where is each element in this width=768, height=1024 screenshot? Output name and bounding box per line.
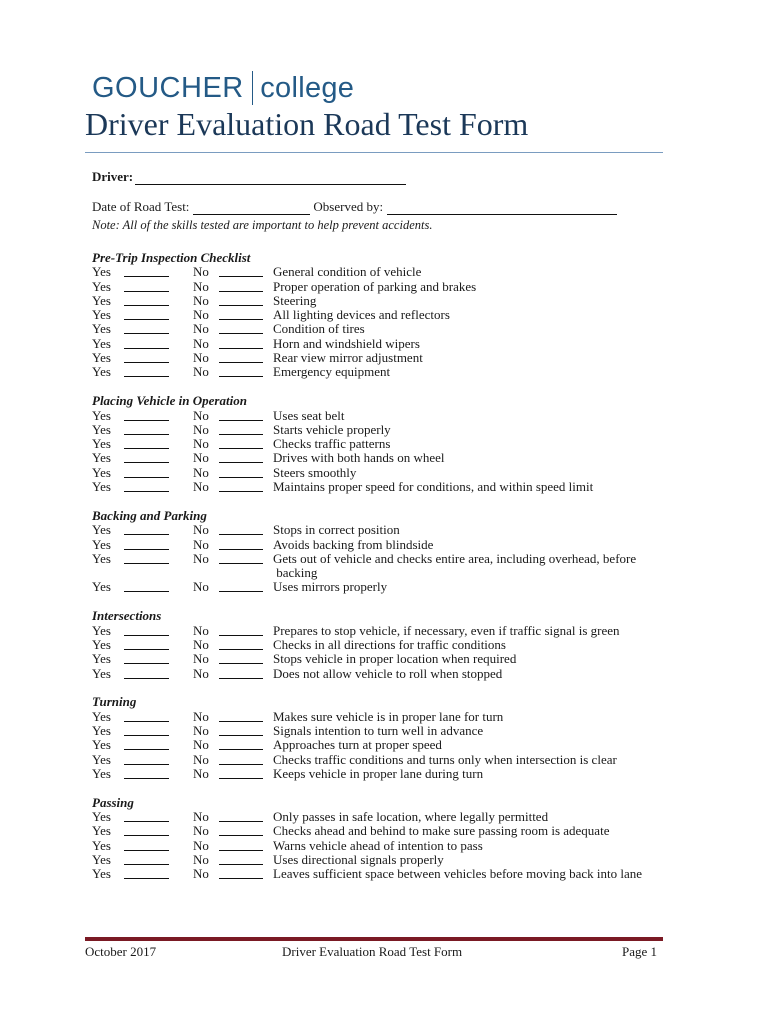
yes-label: Yes [92,651,111,667]
footer-divider [85,937,663,941]
checklist-row [92,365,672,379]
item-text: Uses seat belt [273,407,345,423]
item-text: Drives with both hands on wheel [273,450,445,466]
no-blank[interactable] [219,480,263,492]
item-text: Signals intention to turn well in advance [273,722,484,738]
no-label: No [193,665,209,681]
no-blank[interactable] [219,351,263,363]
yes-label: Yes [92,550,111,566]
yes-label: Yes [92,765,111,781]
item-text: Leaves sufficient space between vehicles before moving back into lane [273,866,643,882]
section-title: Placing Vehicle in Operation [92,393,247,409]
item-text: Uses mirrors properly [273,579,388,595]
checklist-row [92,824,672,838]
yes-blank[interactable] [124,753,169,765]
no-label: No [193,321,209,337]
no-blank[interactable] [219,280,263,292]
yes-blank[interactable] [124,552,169,564]
item-text: Warns vehicle ahead of intention to pass [273,837,483,853]
yes-blank[interactable] [124,767,169,779]
yes-label: Yes [92,450,111,466]
item-text: Condition of tires [273,321,365,337]
section-1 [92,394,672,494]
item-text: Only passes in safe location, where legally permitted [273,809,549,825]
driver-label: Driver: [92,169,134,184]
checklist-row [92,337,672,351]
no-label: No [193,550,209,566]
no-blank[interactable] [219,710,263,722]
no-blank[interactable] [219,624,263,636]
no-label: No [193,278,209,294]
yes-label: Yes [92,292,111,308]
checklist-row [92,753,672,767]
yes-blank[interactable] [124,337,169,349]
checklist-row [92,538,672,552]
no-label: No [193,737,209,753]
section-title: Backing and Parking [92,507,207,523]
yes-label: Yes [92,335,111,351]
no-blank[interactable] [219,552,263,564]
checklist-row [92,265,672,279]
yes-blank[interactable] [124,853,169,865]
no-blank[interactable] [219,322,263,334]
logo-subword: college [260,71,355,104]
yes-blank[interactable] [124,365,169,377]
no-label: No [193,335,209,351]
yes-blank[interactable] [124,710,169,722]
yes-label: Yes [92,264,111,280]
no-blank[interactable] [219,724,263,736]
logo-wordmark: GOUCHER [92,71,244,104]
yes-blank[interactable] [124,724,169,736]
no-blank[interactable] [219,538,263,550]
no-label: No [193,364,209,380]
checklist-row [92,667,672,681]
yes-label: Yes [92,536,111,552]
yes-blank[interactable] [124,294,169,306]
yes-label: Yes [92,737,111,753]
checklist-row [92,423,672,437]
no-blank[interactable] [219,466,263,478]
no-label: No [193,622,209,638]
item-text: Avoids backing from blindside [273,536,434,552]
section-title: Intersections [92,608,162,624]
item-text: Proper operation of parking and brakes [273,278,477,294]
yes-blank[interactable] [124,738,169,750]
section-title: Pre-Trip Inspection Checklist [92,250,251,265]
no-label: No [193,809,209,825]
footer-date: October 2017 [85,944,157,959]
item-text: General condition of vehicle [273,264,422,280]
item-text: Checks traffic patterns [273,436,391,452]
no-label: No [193,866,209,882]
no-blank[interactable] [219,853,263,865]
no-blank[interactable] [219,437,263,449]
checklist-sections [92,251,672,896]
section-4 [92,695,672,781]
no-label: No [193,522,209,538]
yes-blank[interactable] [124,624,169,636]
checklist-row [92,638,672,652]
no-blank[interactable] [219,409,263,421]
form-note: Note: All of the skills tested are important to help prevent accidents. [92,218,433,232]
yes-blank[interactable] [124,451,169,463]
no-label: No [193,851,209,867]
checklist-row [92,480,672,494]
no-label: No [193,421,209,437]
yes-blank[interactable] [124,824,169,836]
yes-blank[interactable] [124,652,169,664]
yes-label: Yes [92,636,111,652]
no-label: No [193,579,209,595]
no-label: No [193,651,209,667]
no-label: No [193,708,209,724]
yes-label: Yes [92,407,111,423]
section-5 [92,796,672,882]
no-blank[interactable] [219,638,263,650]
date-label: Date of Road Test: [92,199,190,214]
yes-label: Yes [92,307,111,323]
item-text: Keeps vehicle in proper lane during turn [273,765,484,781]
checklist-row [92,351,672,365]
yes-label: Yes [92,421,111,437]
checklist-row [92,280,672,294]
yes-label: Yes [92,823,111,839]
date-observer-line [92,199,617,215]
checklist-row [92,322,672,336]
no-blank[interactable] [219,337,263,349]
yes-blank[interactable] [124,437,169,449]
item-text: Checks traffic conditions and turns only when intersection is clear [273,751,617,767]
no-blank[interactable] [219,738,263,750]
no-blank[interactable] [219,824,263,836]
no-blank[interactable] [219,423,263,435]
yes-label: Yes [92,665,111,681]
no-blank[interactable] [219,294,263,306]
yes-blank[interactable] [124,265,169,277]
yes-label: Yes [92,350,111,366]
item-text: Prepares to stop vehicle, if necessary, even if traffic signal is green [273,622,620,638]
checklist-row [92,738,672,752]
yes-blank[interactable] [124,523,169,535]
no-blank[interactable] [219,523,263,535]
yes-label: Yes [92,278,111,294]
item-text: Approaches turn at proper speed [273,737,442,753]
no-label: No [193,751,209,767]
yes-blank[interactable] [124,667,169,679]
no-blank[interactable] [219,810,263,822]
item-text: Gets out of vehicle and checks entire area, including overhead, before backing [273,550,637,581]
section-2 [92,509,672,595]
yes-label: Yes [92,722,111,738]
item-text: Steering [273,292,317,308]
yes-blank[interactable] [124,867,169,879]
yes-blank[interactable] [124,351,169,363]
yes-blank[interactable] [124,308,169,320]
checklist-row [92,767,672,781]
no-label: No [193,292,209,308]
date-input-line[interactable] [193,202,310,215]
item-text: All lighting devices and reflectors [273,307,450,323]
checklist-row [92,710,672,724]
observed-label: Observed by: [313,199,384,214]
no-label: No [193,407,209,423]
yes-label: Yes [92,809,111,825]
no-blank[interactable] [219,265,263,277]
section-title: Turning [92,694,137,710]
footer-page-number: Page 1 [622,944,658,959]
yes-label: Yes [92,364,111,380]
driver-input-line[interactable] [135,170,406,185]
no-label: No [193,837,209,853]
checklist-row [92,652,672,666]
checklist-row [92,624,672,638]
yes-label: Yes [92,464,111,480]
logo-divider [252,71,254,105]
checklist-row [92,810,672,824]
no-label: No [193,636,209,652]
no-label: No [193,307,209,323]
item-text: Stops vehicle in proper location when required [273,651,517,667]
yes-label: Yes [92,751,111,767]
item-text: Checks in all directions for traffic conditions [273,636,506,652]
no-blank[interactable] [219,667,263,679]
yes-label: Yes [92,866,111,882]
driver-field [92,169,406,185]
no-blank[interactable] [219,365,263,377]
no-label: No [193,823,209,839]
yes-blank[interactable] [124,638,169,650]
checklist-row [92,437,672,451]
no-label: No [193,765,209,781]
yes-blank[interactable] [124,480,169,492]
yes-label: Yes [92,837,111,853]
checklist-row [92,853,672,867]
college-logo [92,68,354,108]
yes-blank[interactable] [124,280,169,292]
item-text: Checks ahead and behind to make sure passing room is adequate [273,823,610,839]
checklist-row [92,580,672,594]
no-blank[interactable] [219,839,263,851]
checklist-row [92,724,672,738]
yes-label: Yes [92,622,111,638]
yes-label: Yes [92,479,111,495]
yes-blank[interactable] [124,538,169,550]
item-text: Does not allow vehicle to roll when stopped [273,665,503,681]
yes-label: Yes [92,851,111,867]
no-blank[interactable] [219,652,263,664]
checklist-row [92,466,672,480]
no-blank[interactable] [219,580,263,592]
item-text: Makes sure vehicle is in proper lane for turn [273,708,504,724]
section-title: Passing [92,794,134,810]
item-text: Uses directional signals properly [273,851,444,867]
yes-blank[interactable] [124,423,169,435]
no-blank[interactable] [219,753,263,765]
checklist-row [92,294,672,308]
no-label: No [193,536,209,552]
no-blank[interactable] [219,308,263,320]
no-label: No [193,436,209,452]
observer-input-line[interactable] [387,202,617,215]
yes-blank[interactable] [124,466,169,478]
item-text: Steers smoothly [273,464,357,480]
section-3 [92,609,672,680]
item-text: Starts vehicle properly [273,421,391,437]
no-label: No [193,479,209,495]
item-text: Rear view mirror adjustment [273,350,423,366]
no-label: No [193,722,209,738]
checklist-row [92,839,672,853]
no-label: No [193,350,209,366]
item-text: Emergency equipment [273,364,391,380]
checklist-row [92,451,672,465]
checklist-row [92,552,672,581]
yes-blank[interactable] [124,409,169,421]
checklist-row [92,409,672,423]
no-label: No [193,464,209,480]
page-title: Driver Evaluation Road Test Form [85,106,529,142]
footer-title: Driver Evaluation Road Test Form [282,944,463,959]
yes-blank[interactable] [124,580,169,592]
yes-label: Yes [92,321,111,337]
item-text: Stops in correct position [273,522,400,538]
yes-label: Yes [92,579,111,595]
item-text: Horn and windshield wipers [273,335,420,351]
title-divider [85,152,663,153]
no-blank[interactable] [219,451,263,463]
no-blank[interactable] [219,767,263,779]
no-blank[interactable] [219,867,263,879]
no-label: No [193,450,209,466]
yes-label: Yes [92,708,111,724]
section-0 [92,251,672,380]
yes-blank[interactable] [124,322,169,334]
yes-label: Yes [92,436,111,452]
no-label: No [193,264,209,280]
checklist-row [92,867,672,881]
item-text: Maintains proper speed for conditions, and within speed limit [273,479,594,495]
checklist-row [92,523,672,537]
yes-blank[interactable] [124,839,169,851]
checklist-row [92,308,672,322]
yes-label: Yes [92,522,111,538]
yes-blank[interactable] [124,810,169,822]
